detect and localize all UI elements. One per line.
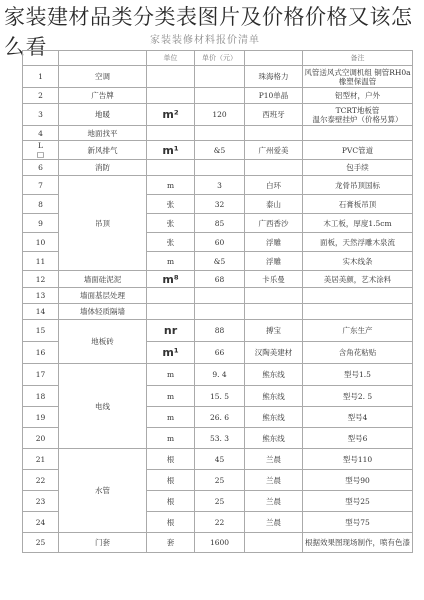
cell-note: 石膏板吊顶 [303, 195, 413, 214]
cell-note: PVC管道 [303, 141, 413, 160]
cell-name: 电线 [59, 364, 147, 449]
cell-price: 68 [195, 271, 245, 288]
cell-no: 17 [23, 364, 59, 386]
cell-no: 12 [23, 271, 59, 288]
cell-price [195, 126, 245, 141]
cell-no: 18 [23, 386, 59, 407]
cell-note: 美居美颜，艺术涂料 [303, 271, 413, 288]
cell-unit [147, 304, 195, 320]
cell-unit: 张 [147, 233, 195, 252]
cell-no: 22 [23, 470, 59, 491]
cell-unit: m¹ [147, 342, 195, 364]
cell-name: 墙面基层处理 [59, 288, 147, 304]
cell-note [303, 288, 413, 304]
cell-unit: m¹ [147, 141, 195, 160]
cell-price: 53. 3 [195, 428, 245, 449]
cell-name: 地暖 [59, 104, 147, 126]
cell-note: 龙骨吊顶国标 [303, 176, 413, 195]
cell-price: 26. 6 [195, 407, 245, 428]
cell-unit: 张 [147, 195, 195, 214]
table-row [23, 176, 413, 195]
cell-note: 铝型材，户外 [303, 88, 413, 104]
cell-name: 水管 [59, 449, 147, 533]
cell-no: 15 [23, 320, 59, 342]
cell-price [195, 304, 245, 320]
cell-no: 7 [23, 176, 59, 195]
cell-note: 面板，天然浮雕木泉流 [303, 233, 413, 252]
cell-price: 32 [195, 195, 245, 214]
cell-unit: m [147, 386, 195, 407]
cell-no: 16 [23, 342, 59, 364]
cell-note: 型号75 [303, 512, 413, 533]
header-cell [23, 51, 59, 66]
cell-price: 88 [195, 320, 245, 342]
cell-brand: 白环 [245, 176, 303, 195]
cell-unit: 根 [147, 512, 195, 533]
cell-brand [245, 304, 303, 320]
cell-note: 型号1.5 [303, 364, 413, 386]
cell-unit: 根 [147, 470, 195, 491]
cell-unit: m [147, 364, 195, 386]
cell-note: 型号90 [303, 470, 413, 491]
cell-name: 新风排气 [59, 141, 147, 160]
cell-price: 66 [195, 342, 245, 364]
price-table [22, 50, 413, 553]
table-header-row [23, 51, 413, 66]
cell-no: L □ [23, 141, 59, 160]
cell-brand: 熊东线 [245, 428, 303, 449]
cell-brand [245, 160, 303, 176]
cell-brand: 浮雕 [245, 252, 303, 271]
cell-no: 20 [23, 428, 59, 449]
cell-name: 空调 [59, 66, 147, 88]
cell-no: 24 [23, 512, 59, 533]
header-cell [59, 51, 147, 66]
cell-note: 型号6 [303, 428, 413, 449]
cell-price [195, 66, 245, 88]
cell-price: 120 [195, 104, 245, 126]
cell-unit: m [147, 428, 195, 449]
cell-unit [147, 288, 195, 304]
cell-name: 消防 [59, 160, 147, 176]
cell-unit: m² [147, 104, 195, 126]
cell-brand: 西班牙 [245, 104, 303, 126]
cell-brand: 浮雕 [245, 233, 303, 252]
cell-price [195, 160, 245, 176]
cell-brand: 泰山 [245, 195, 303, 214]
cell-note: 实木线条 [303, 252, 413, 271]
cell-name: 地面找平 [59, 126, 147, 141]
cell-price: 9. 4 [195, 364, 245, 386]
cell-name: 吊顶 [59, 176, 147, 271]
table-row [23, 88, 413, 104]
cell-no: 4 [23, 126, 59, 141]
cell-unit [147, 88, 195, 104]
cell-note: 木工板，厚度1.5cm [303, 214, 413, 233]
cell-no: 25 [23, 533, 59, 553]
cell-price: 85 [195, 214, 245, 233]
cell-note: 型号25 [303, 491, 413, 512]
cell-brand: 珠海格力 [245, 66, 303, 88]
cell-note: 广东生产 [303, 320, 413, 342]
cell-no: 10 [23, 233, 59, 252]
table-row [23, 271, 413, 288]
header-cell [245, 51, 303, 66]
header-cell: 备注 [303, 51, 413, 66]
cell-unit: 张 [147, 214, 195, 233]
cell-no: 14 [23, 304, 59, 320]
cell-no: 6 [23, 160, 59, 176]
cell-no: 11 [23, 252, 59, 271]
cell-name: 地板砖 [59, 320, 147, 364]
cell-price: 45 [195, 449, 245, 470]
cell-unit: nr [147, 320, 195, 342]
cell-brand: 广西香沙 [245, 214, 303, 233]
cell-price: 15. 5 [195, 386, 245, 407]
cell-unit: m⁸ [147, 271, 195, 288]
cell-brand [245, 288, 303, 304]
cell-note: 根据效果图现场制作，喷有色漆 [303, 533, 413, 553]
cell-note: 包手续 [303, 160, 413, 176]
cell-unit: 套 [147, 533, 195, 553]
cell-unit: 根 [147, 449, 195, 470]
cell-name: 门套 [59, 533, 147, 553]
table-title: 家装装修材料报价清单 [150, 35, 260, 46]
cell-note [303, 126, 413, 141]
cell-brand: 兰晨 [245, 449, 303, 470]
cell-price [195, 88, 245, 104]
cell-brand: 广州爱美 [245, 141, 303, 160]
cell-price [195, 288, 245, 304]
cell-note: 风管送风式空调机组 铜管RH0a 橡塑保温管 [304, 67, 411, 86]
cell-brand: 搏宝 [245, 320, 303, 342]
cell-price: &5 [195, 141, 245, 160]
cell-brand: 兰晨 [245, 512, 303, 533]
cell-no: 9 [23, 214, 59, 233]
cell-unit: m [147, 407, 195, 428]
cell-brand: 熊东线 [245, 364, 303, 386]
cell-name: 广告牌 [59, 88, 147, 104]
cell-brand: 熊东线 [245, 407, 303, 428]
cell-note: TCRT地板管 温尔泰壁挂炉（价格另算） [303, 104, 413, 126]
cell-unit: m [147, 176, 195, 195]
cell-no: 13 [23, 288, 59, 304]
cell-name: 墙面硅泥泥 [59, 271, 147, 288]
cell-brand [245, 126, 303, 141]
cell-note: 型号4 [303, 407, 413, 428]
table-row [23, 104, 413, 126]
table-row [23, 160, 413, 176]
cell-unit: 根 [147, 491, 195, 512]
table-row [23, 288, 413, 304]
cell-price: 25 [195, 470, 245, 491]
cell-note: 型号2. 5 [303, 386, 413, 407]
cell-no: 3 [23, 104, 59, 126]
cell-note: 含角花粘贴 [303, 342, 413, 364]
cell-no: 23 [23, 491, 59, 512]
page-title: 家装建材品类分类表图片及价格价格又该怎么看 [4, 5, 413, 59]
table-row [23, 533, 413, 553]
table-row [23, 126, 413, 141]
cell-brand: 卡乐曼 [245, 271, 303, 288]
table-row [23, 364, 413, 386]
cell-brand: 兰晨 [245, 470, 303, 491]
table-row [23, 449, 413, 470]
table-row [23, 66, 413, 88]
table-row [23, 320, 413, 342]
cell-unit [147, 126, 195, 141]
cell-unit [147, 160, 195, 176]
cell-brand: 熊东线 [245, 386, 303, 407]
cell-name: 墙体轻质隔墙 [59, 304, 147, 320]
cell-no: 21 [23, 449, 59, 470]
cell-price: 22 [195, 512, 245, 533]
cell-price: 3 [195, 176, 245, 195]
cell-price: 1600 [195, 533, 245, 553]
cell-brand [245, 533, 303, 553]
cell-no: 19 [23, 407, 59, 428]
cell-unit [147, 66, 195, 88]
cell-price: 25 [195, 491, 245, 512]
header-cell: 单位 [147, 51, 195, 66]
cell-note: 型号110 [303, 449, 413, 470]
cell-price: 60 [195, 233, 245, 252]
cell-no: 1 [23, 66, 59, 88]
cell-note [303, 304, 413, 320]
cell-unit: m [147, 252, 195, 271]
cell-no: 8 [23, 195, 59, 214]
cell-no: 2 [23, 88, 59, 104]
table-row [23, 304, 413, 320]
header-cell: 单价（元） [195, 51, 245, 66]
table-row [23, 141, 413, 160]
cell-brand: 汉陶美建材 [245, 342, 303, 364]
cell-brand: P10单晶 [245, 88, 303, 104]
cell-brand: 兰晨 [245, 491, 303, 512]
cell-price: &5 [195, 252, 245, 271]
